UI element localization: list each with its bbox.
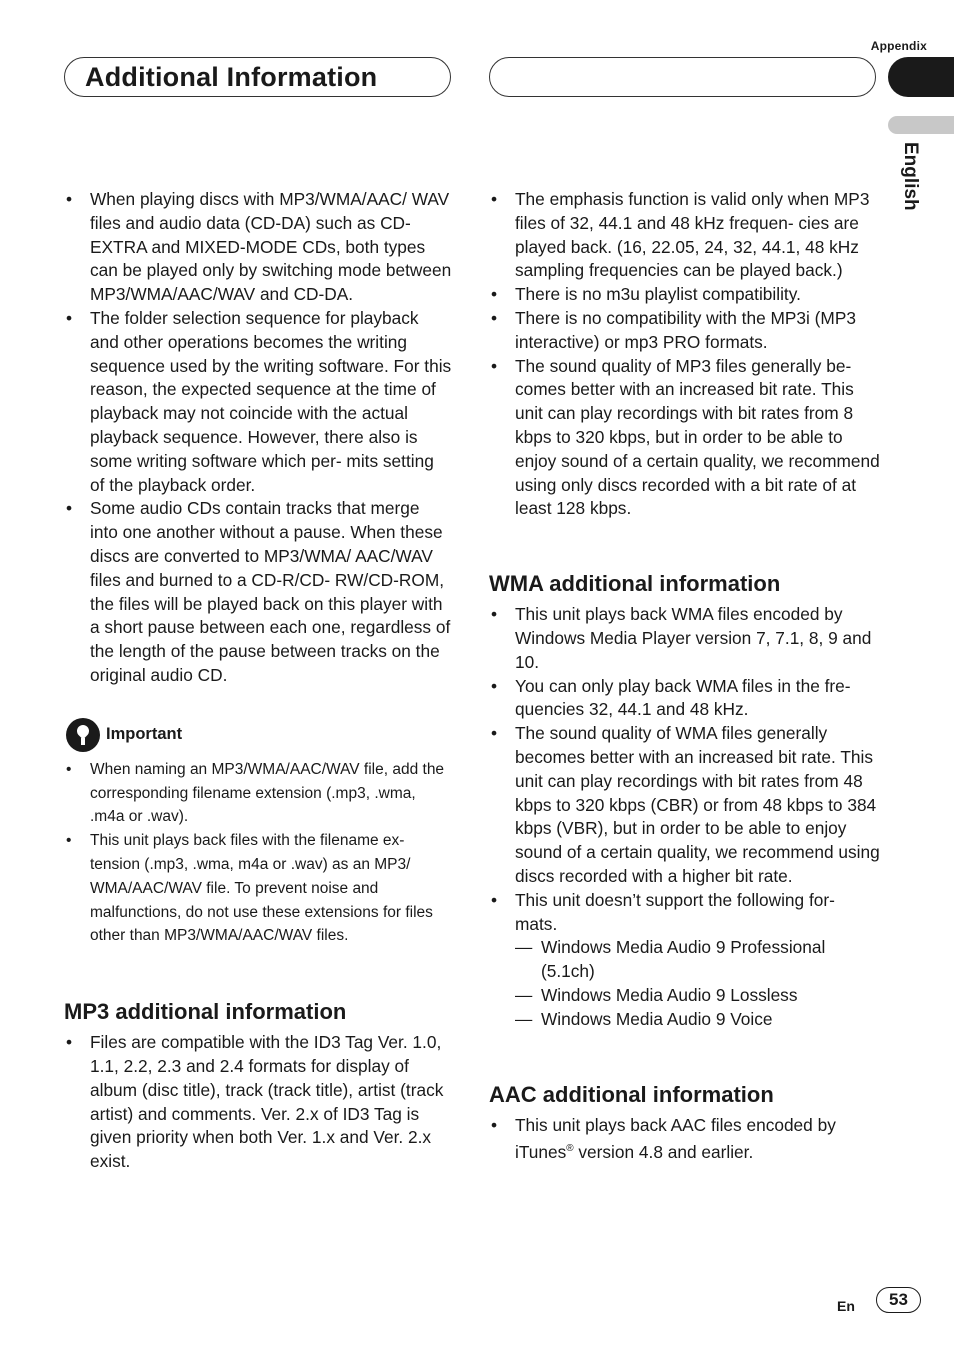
aac-bullet-list: [489, 1114, 881, 1165]
header-empty-box: [489, 57, 876, 97]
unsupported-format-list: [515, 936, 881, 1031]
right-column: [489, 188, 881, 1165]
left-bullet-list: [64, 188, 452, 688]
list-item: • The folder selection sequence for playback and other operations becomes the writing sequence used by the writing software. For this reason, the expected sequence at the time of playback may not coincide with the actual playback sequence. However, there also is some writing software which per- mits setting of the playback order.: [64, 307, 452, 497]
wma-bullet-list: [489, 603, 881, 1031]
mp3-heading: MP3 additional information: [64, 999, 347, 1025]
unsupported-format-item: — Windows Media Audio 9 Professional (5.1ch): [515, 936, 881, 984]
language-tab: [888, 116, 954, 134]
important-label: Important: [106, 725, 183, 744]
list-item: • When naming an MP3/WMA/AAC/WAV file, add the corresponding filename extension (.mp3, .wma, .m4a or .wav).: [64, 758, 452, 829]
footer-language-code: En: [837, 1298, 855, 1314]
list-item: • You can only play back WMA files in the fre- quencies 32, 44.1 and 48 kHz.: [489, 675, 881, 723]
list-item: • This unit plays back WMA files encoded by Windows Media Player version 7, 7.1, 8, 9 and 10.: [489, 603, 881, 674]
wma-heading: WMA additional information: [489, 571, 781, 597]
registered-mark: ®: [566, 1143, 574, 1155]
language-label-wrapper: [895, 142, 925, 222]
section-tab: [888, 57, 954, 97]
language-label: English: [900, 142, 921, 211]
list-item: • The sound quality of WMA files generally becomes better with an increased bit rate. This unit can play recordings with bit rates from 48 kbps to 320 kbps (CBR) or from 48 kbps to 384 kbps (VBR), but in order to be able to enjoy sound of a certain quality, we recommend using discs recorded with a higher bit rate.: [489, 722, 881, 889]
aac-text-before: This unit plays back AAC files encoded by iTunes: [515, 1114, 836, 1163]
list-item: • The sound quality of MP3 files generally be- comes better with an increased bit rate. This unit can play recordings with bit rates from 8 kbps to 320 kbps, but in order to be able to enjoy sound of a certain quality, we recommend using only discs recorded with a bit rate of at least 128 kbps.: [489, 355, 881, 522]
left-column: [64, 188, 452, 1174]
list-item: • There is no compatibility with the MP3i (MP3 interactive) or mp3 PRO formats.: [489, 307, 881, 355]
list-item: • There is no m3u playlist compatibility.: [489, 283, 881, 307]
list-item: [489, 1114, 881, 1165]
list-item: [489, 889, 881, 1032]
title-box: [64, 57, 451, 97]
unsupported-format-item: — Windows Media Audio 9 Lossless: [515, 984, 881, 1008]
right-bullet-list: [489, 188, 881, 521]
page-title: Additional Information: [85, 62, 378, 92]
page-number: 53: [876, 1287, 921, 1313]
list-item: • The emphasis function is valid only when MP3 files of 32, 44.1 and 48 kHz frequen- cies are played back. (16, 22.05, 24, 32, 44.1, 48 kHz sampling frequencies can be played back.): [489, 188, 881, 283]
list-item: • When playing discs with MP3/WMA/AAC/ WAV files and audio data (CD-DA) such as CD-EXTRA and MIXED-MODE CDs, both types can be played only by switching mode between MP3/WMA/AAC/WAV and CD-DA.: [64, 188, 452, 307]
aac-text-after: version 4.8 and earlier.: [573, 1142, 754, 1163]
unsupported-format-item: — Windows Media Audio 9 Voice: [515, 1008, 881, 1032]
aac-heading: AAC additional information: [489, 1081, 774, 1107]
list-item: • This unit plays back files with the filename ex- tension (.mp3, .wma, m4a or .wav) as an MP3/ WMA/AAC/WAV file. To prevent noise and malfunctions, do not use these extensions for files other than MP3/WMA/AAC/WAV files.: [64, 829, 452, 948]
appendix-label: Appendix: [870, 39, 927, 53]
list-item-text: This unit doesn’t support the following for- mats.: [515, 889, 835, 934]
important-note-header: [64, 718, 452, 752]
list-item: • Some audio CDs contain tracks that merge into one another without a pause. When these discs are converted to MP3/WMA/ AAC/WAV files and burned to a CD-R/CD- RW/CD-ROM, the files will be played back on this player with a short pause between each one, regardless of the length of the pause between tracks on the original audio CD.: [64, 497, 452, 687]
mp3-bullet-list: [64, 1031, 452, 1174]
list-item: • Files are compatible with the ID3 Tag Ver. 1.0, 1.1, 2.2, 2.3 and 2.4 formats for display of album (disc title), track (track title), artist (track artist) and comments. Ver. 2.x of ID3 Tag is given priority when both Ver. 1.x and Ver. 2.x exist.: [64, 1031, 452, 1174]
important-bullet-list: [64, 758, 452, 948]
important-icon: [66, 718, 100, 752]
